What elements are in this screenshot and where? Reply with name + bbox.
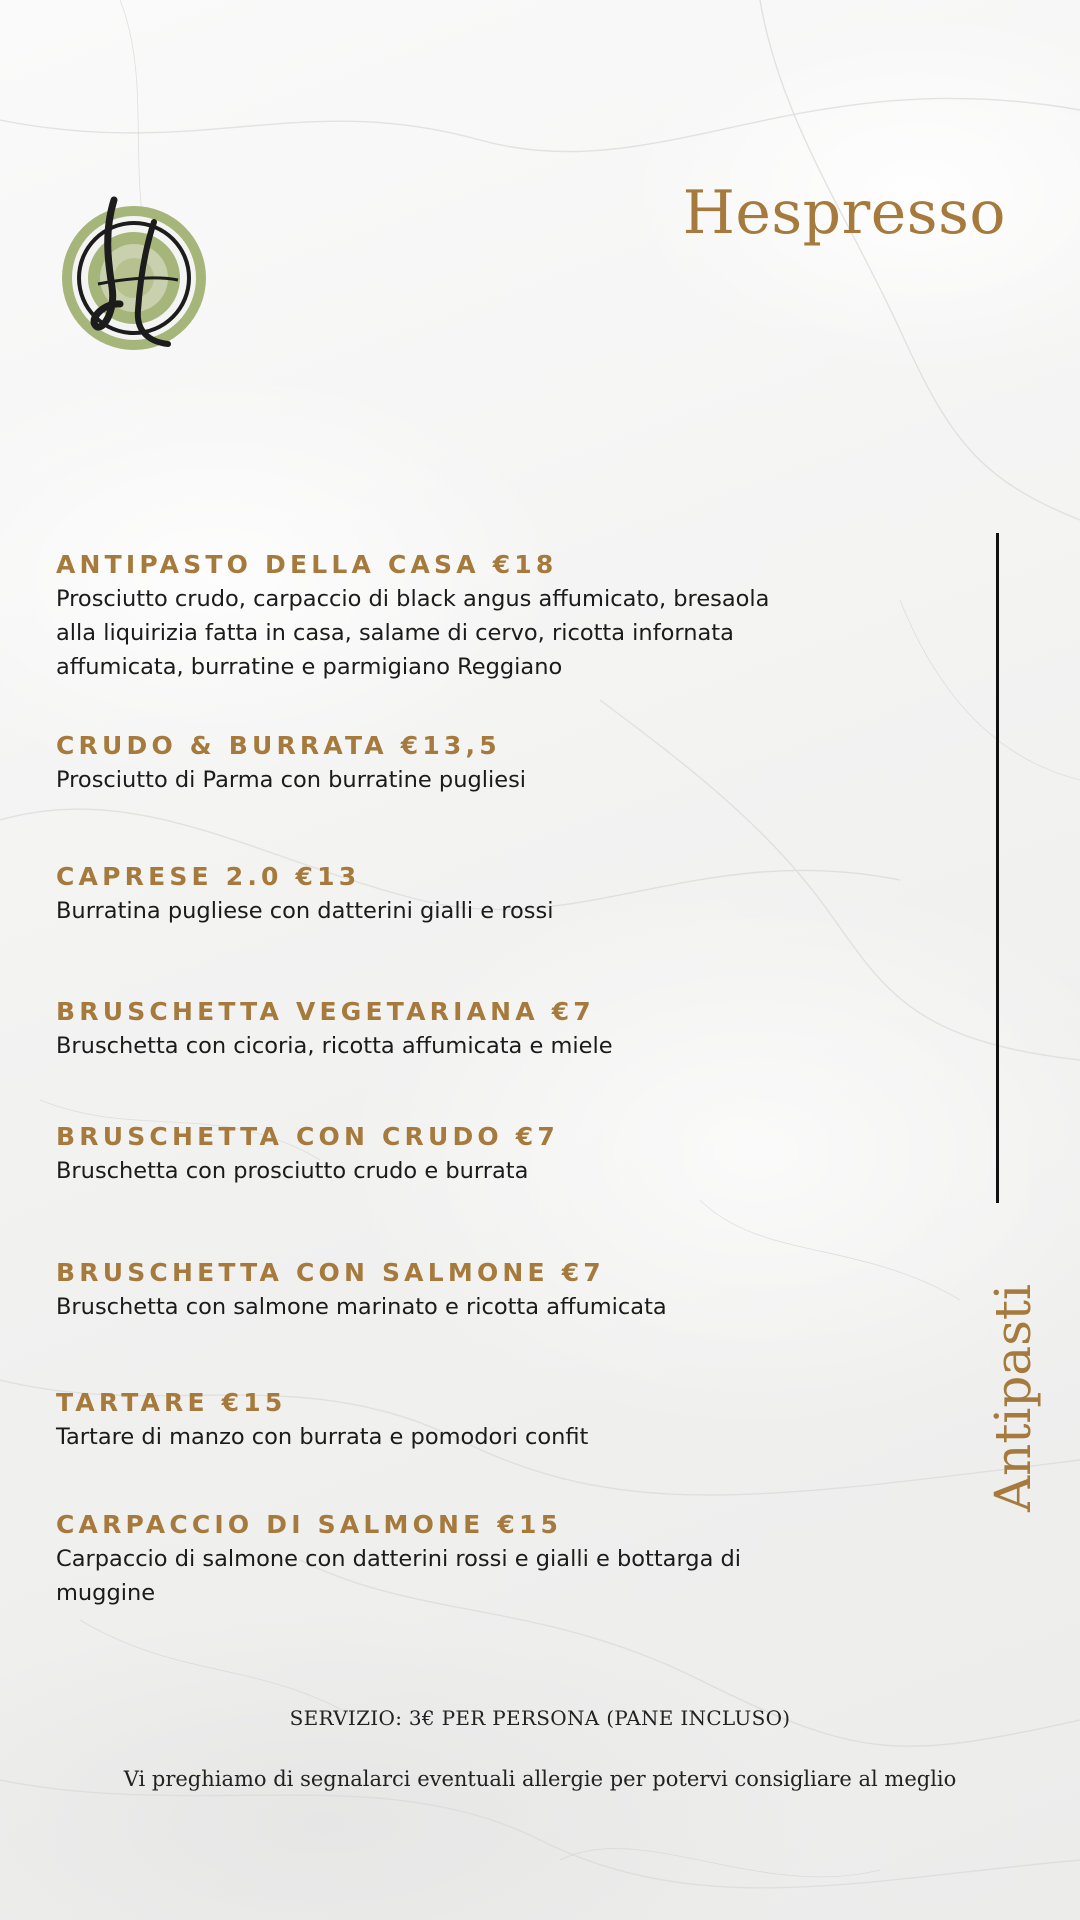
menu-item-title: BRUSCHETTA CON SALMONE €7 <box>56 1258 605 1287</box>
menu-item-title: BRUSCHETTA CON CRUDO €7 <box>56 1122 559 1151</box>
menu-item-title: CARPACCIO DI SALMONE €15 <box>56 1510 563 1539</box>
menu-item <box>56 1386 816 1454</box>
menu-item-title: CRUDO & BURRATA €13,5 <box>56 731 501 760</box>
menu-item-description: Bruschetta con cicoria, ricotta affumicata e miele <box>56 1033 613 1059</box>
menu-item-description: Bruschetta con prosciutto crudo e burrata <box>56 1158 529 1184</box>
menu-item <box>56 995 816 1063</box>
menu-item-description: Carpaccio di salmone con datterini rossi e gialli e bottarga di muggine <box>56 1546 742 1606</box>
menu-item-description: Bruschetta con salmone marinato e ricotta affumicata <box>56 1294 667 1320</box>
menu-item <box>56 1508 816 1610</box>
menu-item <box>56 548 816 684</box>
allergy-note: Vi preghiamo di segnalarci eventuali allergie per potervi consigliare al meglio <box>123 1767 957 1791</box>
menu-item <box>56 729 816 797</box>
section-divider <box>996 533 999 1203</box>
menu-item-title: CAPRESE 2.0 €13 <box>56 862 361 891</box>
menu-item-description: Prosciutto di Parma con burratine pugliesi <box>56 767 527 793</box>
service-charge-note: SERVIZIO: 3€ PER PERSONA (PANE INCLUSO) <box>289 1706 791 1730</box>
restaurant-logo <box>58 192 210 352</box>
menu-item-description: Tartare di manzo con burrata e pomodori confit <box>56 1424 589 1450</box>
menu-item-description: Prosciutto crudo, carpaccio di black angus affumicato, bresaola alla liquirizia fatta in casa, salame di cervo, ricotta infornata affumicata, burratine e parmigiano Reggiano <box>56 586 770 680</box>
menu-item <box>56 1256 816 1324</box>
menu-item <box>56 1120 816 1188</box>
menu-item-title: ANTIPASTO DELLA CASA €18 <box>56 550 558 579</box>
menu-item-title: BRUSCHETTA VEGETARIANA €7 <box>56 997 595 1026</box>
section-title: Antipasti <box>984 1284 1042 1512</box>
menu-item <box>56 860 816 928</box>
menu-item-title: TARTARE €15 <box>56 1388 287 1417</box>
brand-title: Hespresso <box>682 178 1006 248</box>
menu-item-description: Burratina pugliese con datterini gialli e rossi <box>56 898 554 924</box>
